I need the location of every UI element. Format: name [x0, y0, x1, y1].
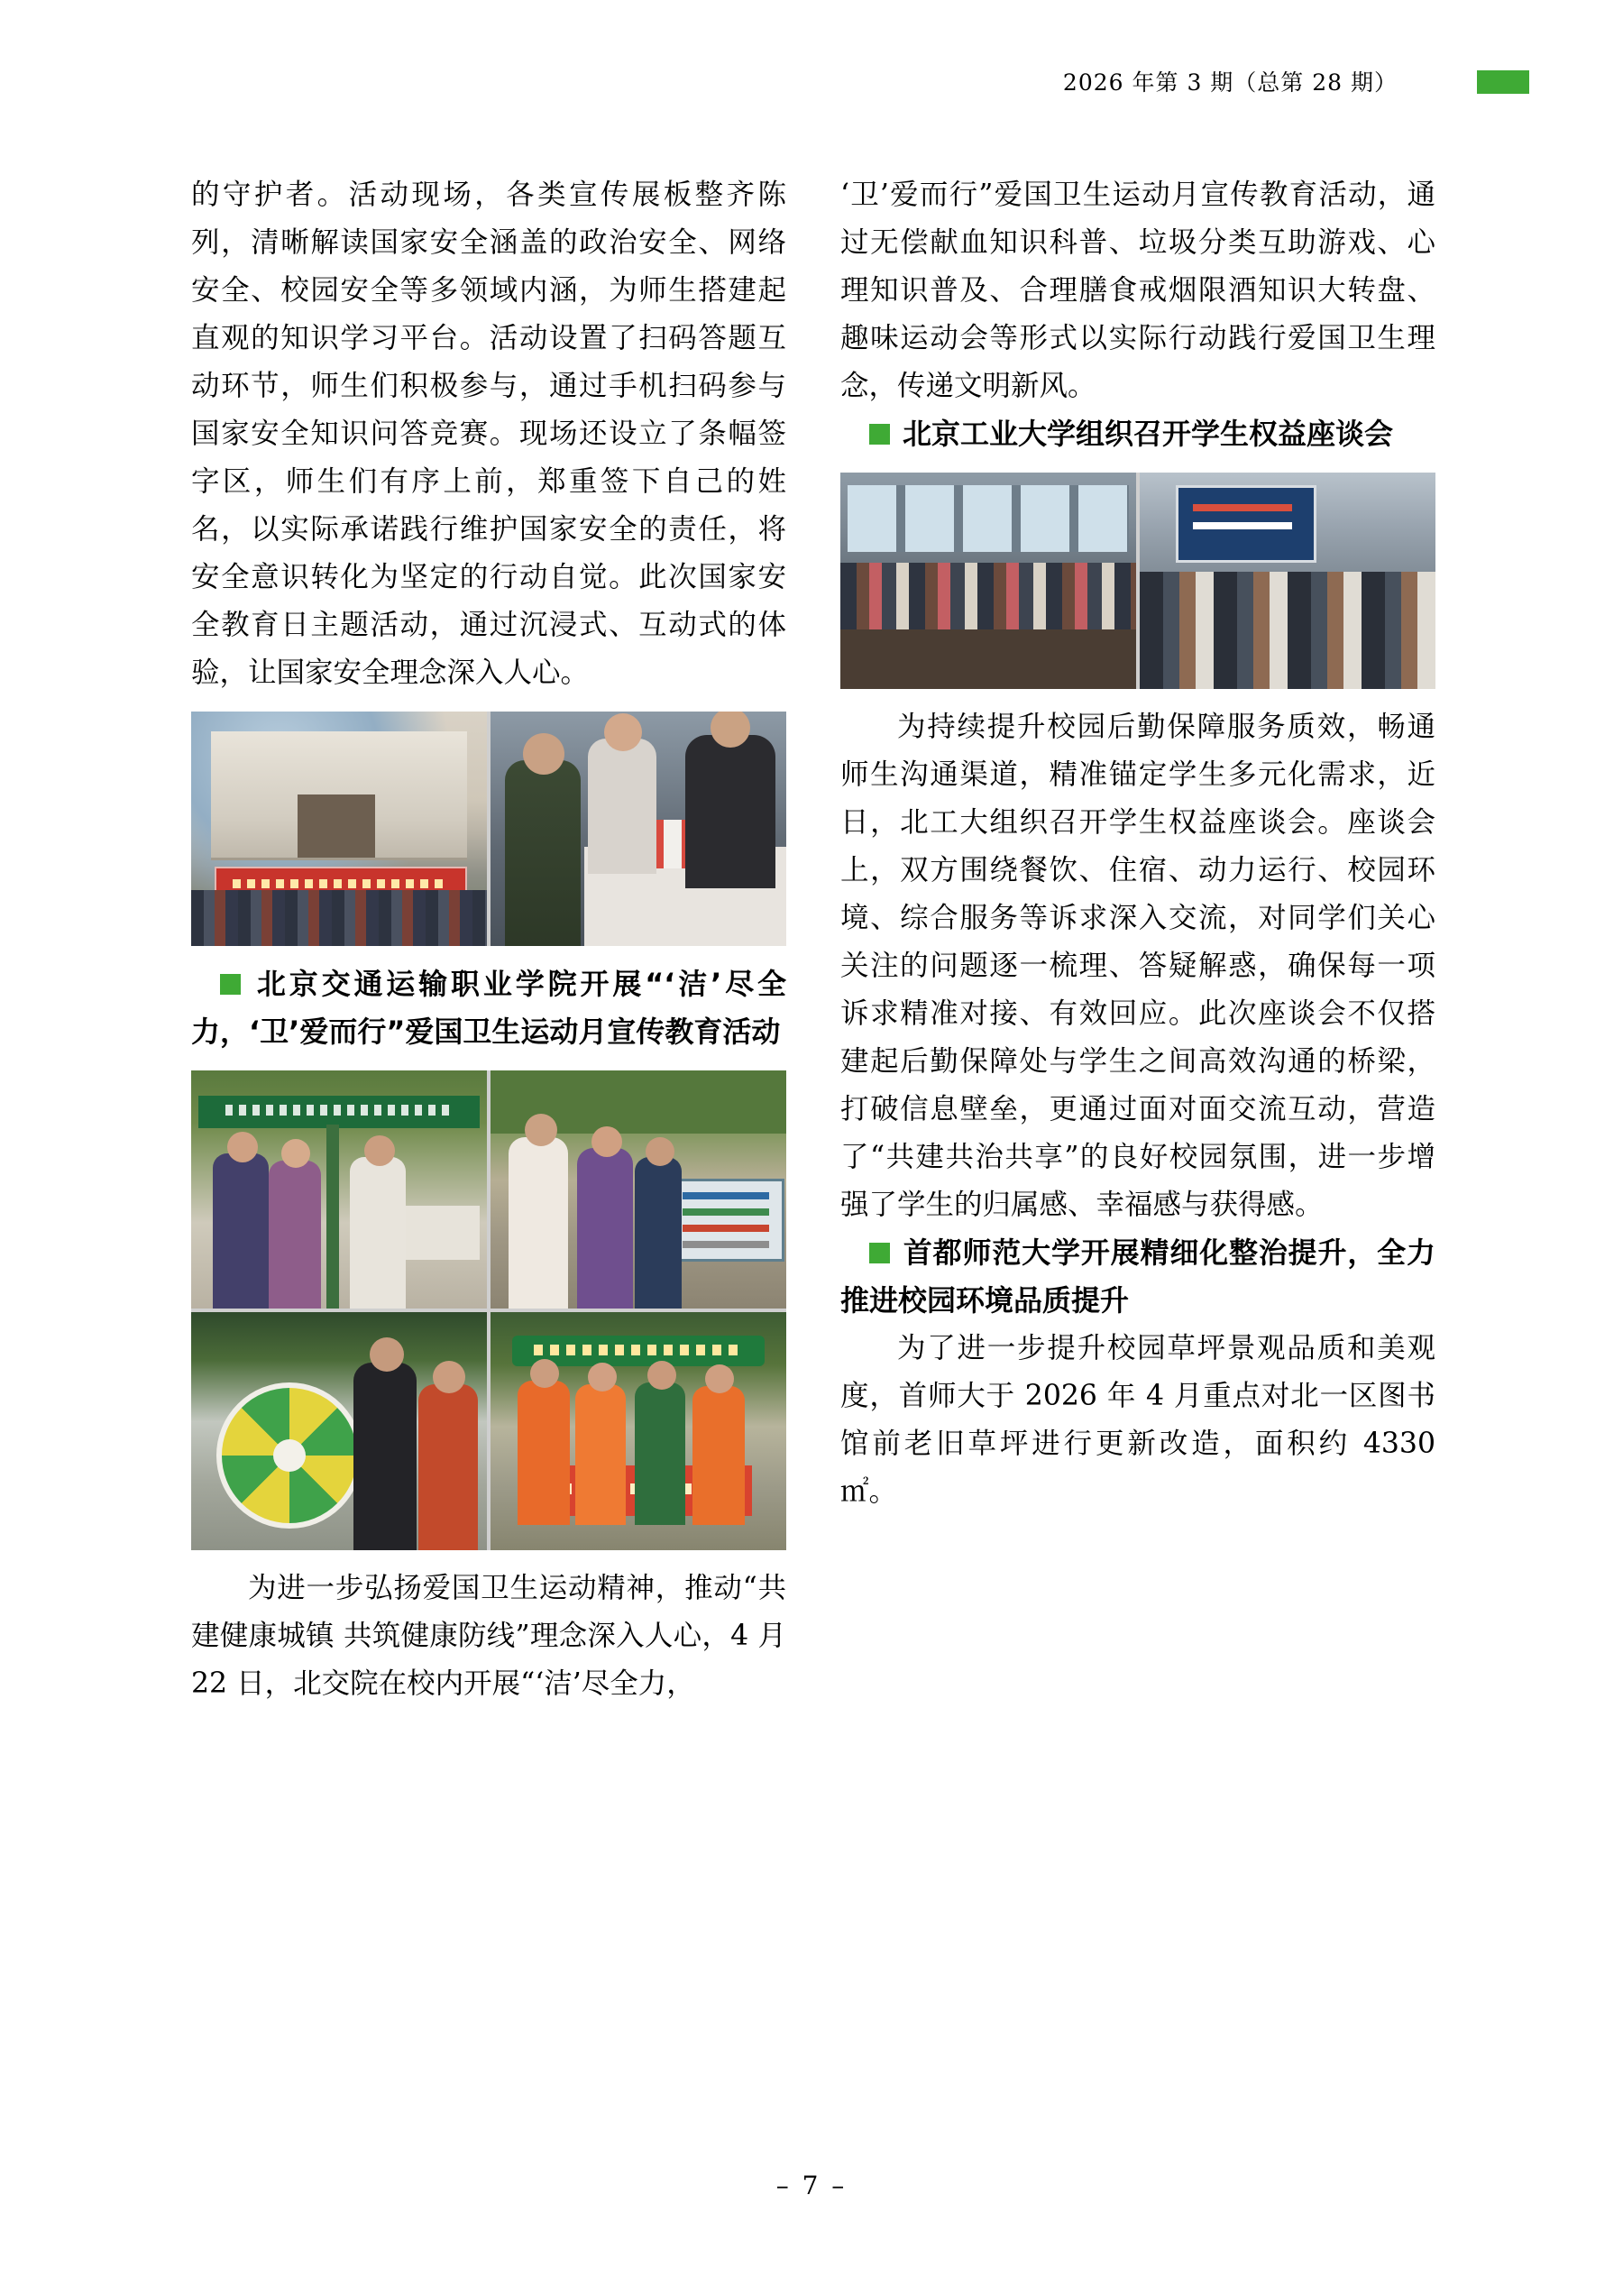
- green-mark-icon: [1477, 70, 1529, 94]
- right-heading-2-text: 首都师范大学开展精细化整治提升，全力推进校园环境品质提升: [840, 1235, 1435, 1318]
- photo-pane-waste-sorting-game: [491, 1070, 786, 1309]
- left-heading-1-text: 北京交通运输职业学院开展“‘洁’尽全力，‘卫’爱而行”爱国卫生运动月宣传教育活动: [191, 967, 786, 1049]
- photo-hygiene-campaign-grid: [191, 1070, 786, 1550]
- left-paragraph-1: 的守护者。活动现场，各类宣传展板整齐陈列，清晰解读国家安全涵盖的政治安全、网络安全、校园安全等多领域内涵，为师生搭建起直观的知识学习平台。活动设置了扫码答题互动环节，师生们积极参与，通过手机扫码参与国家安全知识问答竞赛。现场还设立了条幅签字区，师生们有序上前，郑重签下自己的姓名，以实际承诺践行维护国家安全的责任，将安全意识转化为坚定的行动自觉。此次国家安全教育日主题活动，通过沉浸式、互动式的体验，让国家安全理念深入人心。: [191, 179, 786, 689]
- page-number: – 7 –: [775, 2171, 848, 2200]
- page-header: [0, 65, 1623, 101]
- photo-pane-knowledge-wheel: [191, 1312, 487, 1550]
- photo-student-rights-symposium: [840, 473, 1435, 689]
- right-paragraph-1: ‘卫’爱而行”爱国卫生运动月宣传教育活动，通过无偿献血知识科普、垃圾分类互助游戏、心理知识普及、合理膳食戒烟限酒知识大转盘、趣味运动会等形式以实际行动践行爱国卫生理念，传递文明新风。: [840, 179, 1435, 402]
- page-footer: [0, 2171, 1623, 2200]
- right-paragraph-2: 为持续提升校园后勤保障服务质效，畅通师生沟通渠道，精准锚定学生多元化需求，近日，北工大组织召开学生权益座谈会。座谈会上，双方围绕餐饮、住宿、动力运行、校园环境、综合服务等诉求深入交流，对同学们关心关注的问题逐一梳理、答疑解惑，确保每一项诉求精准对接、有效回应。此次座谈会不仅搭建起后勤保障处与学生之间高效沟通的桥梁，打破信息壁垒，更通过面对面交流互动，营造了“共建共治共享”的良好校园氛围，进一步增强了学生的归属感、幸福感与获得感。: [840, 711, 1435, 1221]
- green-square-bullet-icon: [869, 424, 890, 445]
- photo-pane-qr-quiz-booth: [491, 712, 786, 946]
- left-heading-1: [191, 960, 786, 1056]
- photo-pane-volunteer-group: [491, 1312, 786, 1550]
- issue-label: 2026 年第 3 期（总第 28 期）: [1062, 69, 1398, 96]
- right-heading-1: [840, 410, 1435, 458]
- photo-pane-group-standing: [840, 473, 1136, 689]
- left-column: [191, 171, 786, 1708]
- photo-pane-blood-donation-booth: [191, 1070, 487, 1309]
- left-paragraph-2: 为进一步弘扬爱国卫生运动精神，推动“共建健康城镇 共筑健康防线”理念深入人心，4 月 22 日，北交院在校内开展“‘洁’尽全力，: [191, 1572, 786, 1700]
- photo-pane-banner-ceremony: [191, 712, 487, 946]
- photo-national-security-day: [191, 712, 786, 946]
- right-paragraph-3: 为了进一步提升校园草坪景观品质和美观度，首师大于 2026 年 4 月重点对北一区图书馆前老旧草坪进行更新改造，面积约 4330 ㎡。: [840, 1332, 1435, 1508]
- right-heading-1-text: 北京工业大学组织召开学生权益座谈会: [903, 417, 1394, 451]
- green-square-bullet-icon: [869, 1243, 890, 1263]
- right-column: [840, 171, 1435, 1516]
- green-square-bullet-icon: [220, 974, 241, 995]
- right-heading-2: [840, 1229, 1435, 1325]
- photo-pane-meeting-room: [1140, 473, 1435, 689]
